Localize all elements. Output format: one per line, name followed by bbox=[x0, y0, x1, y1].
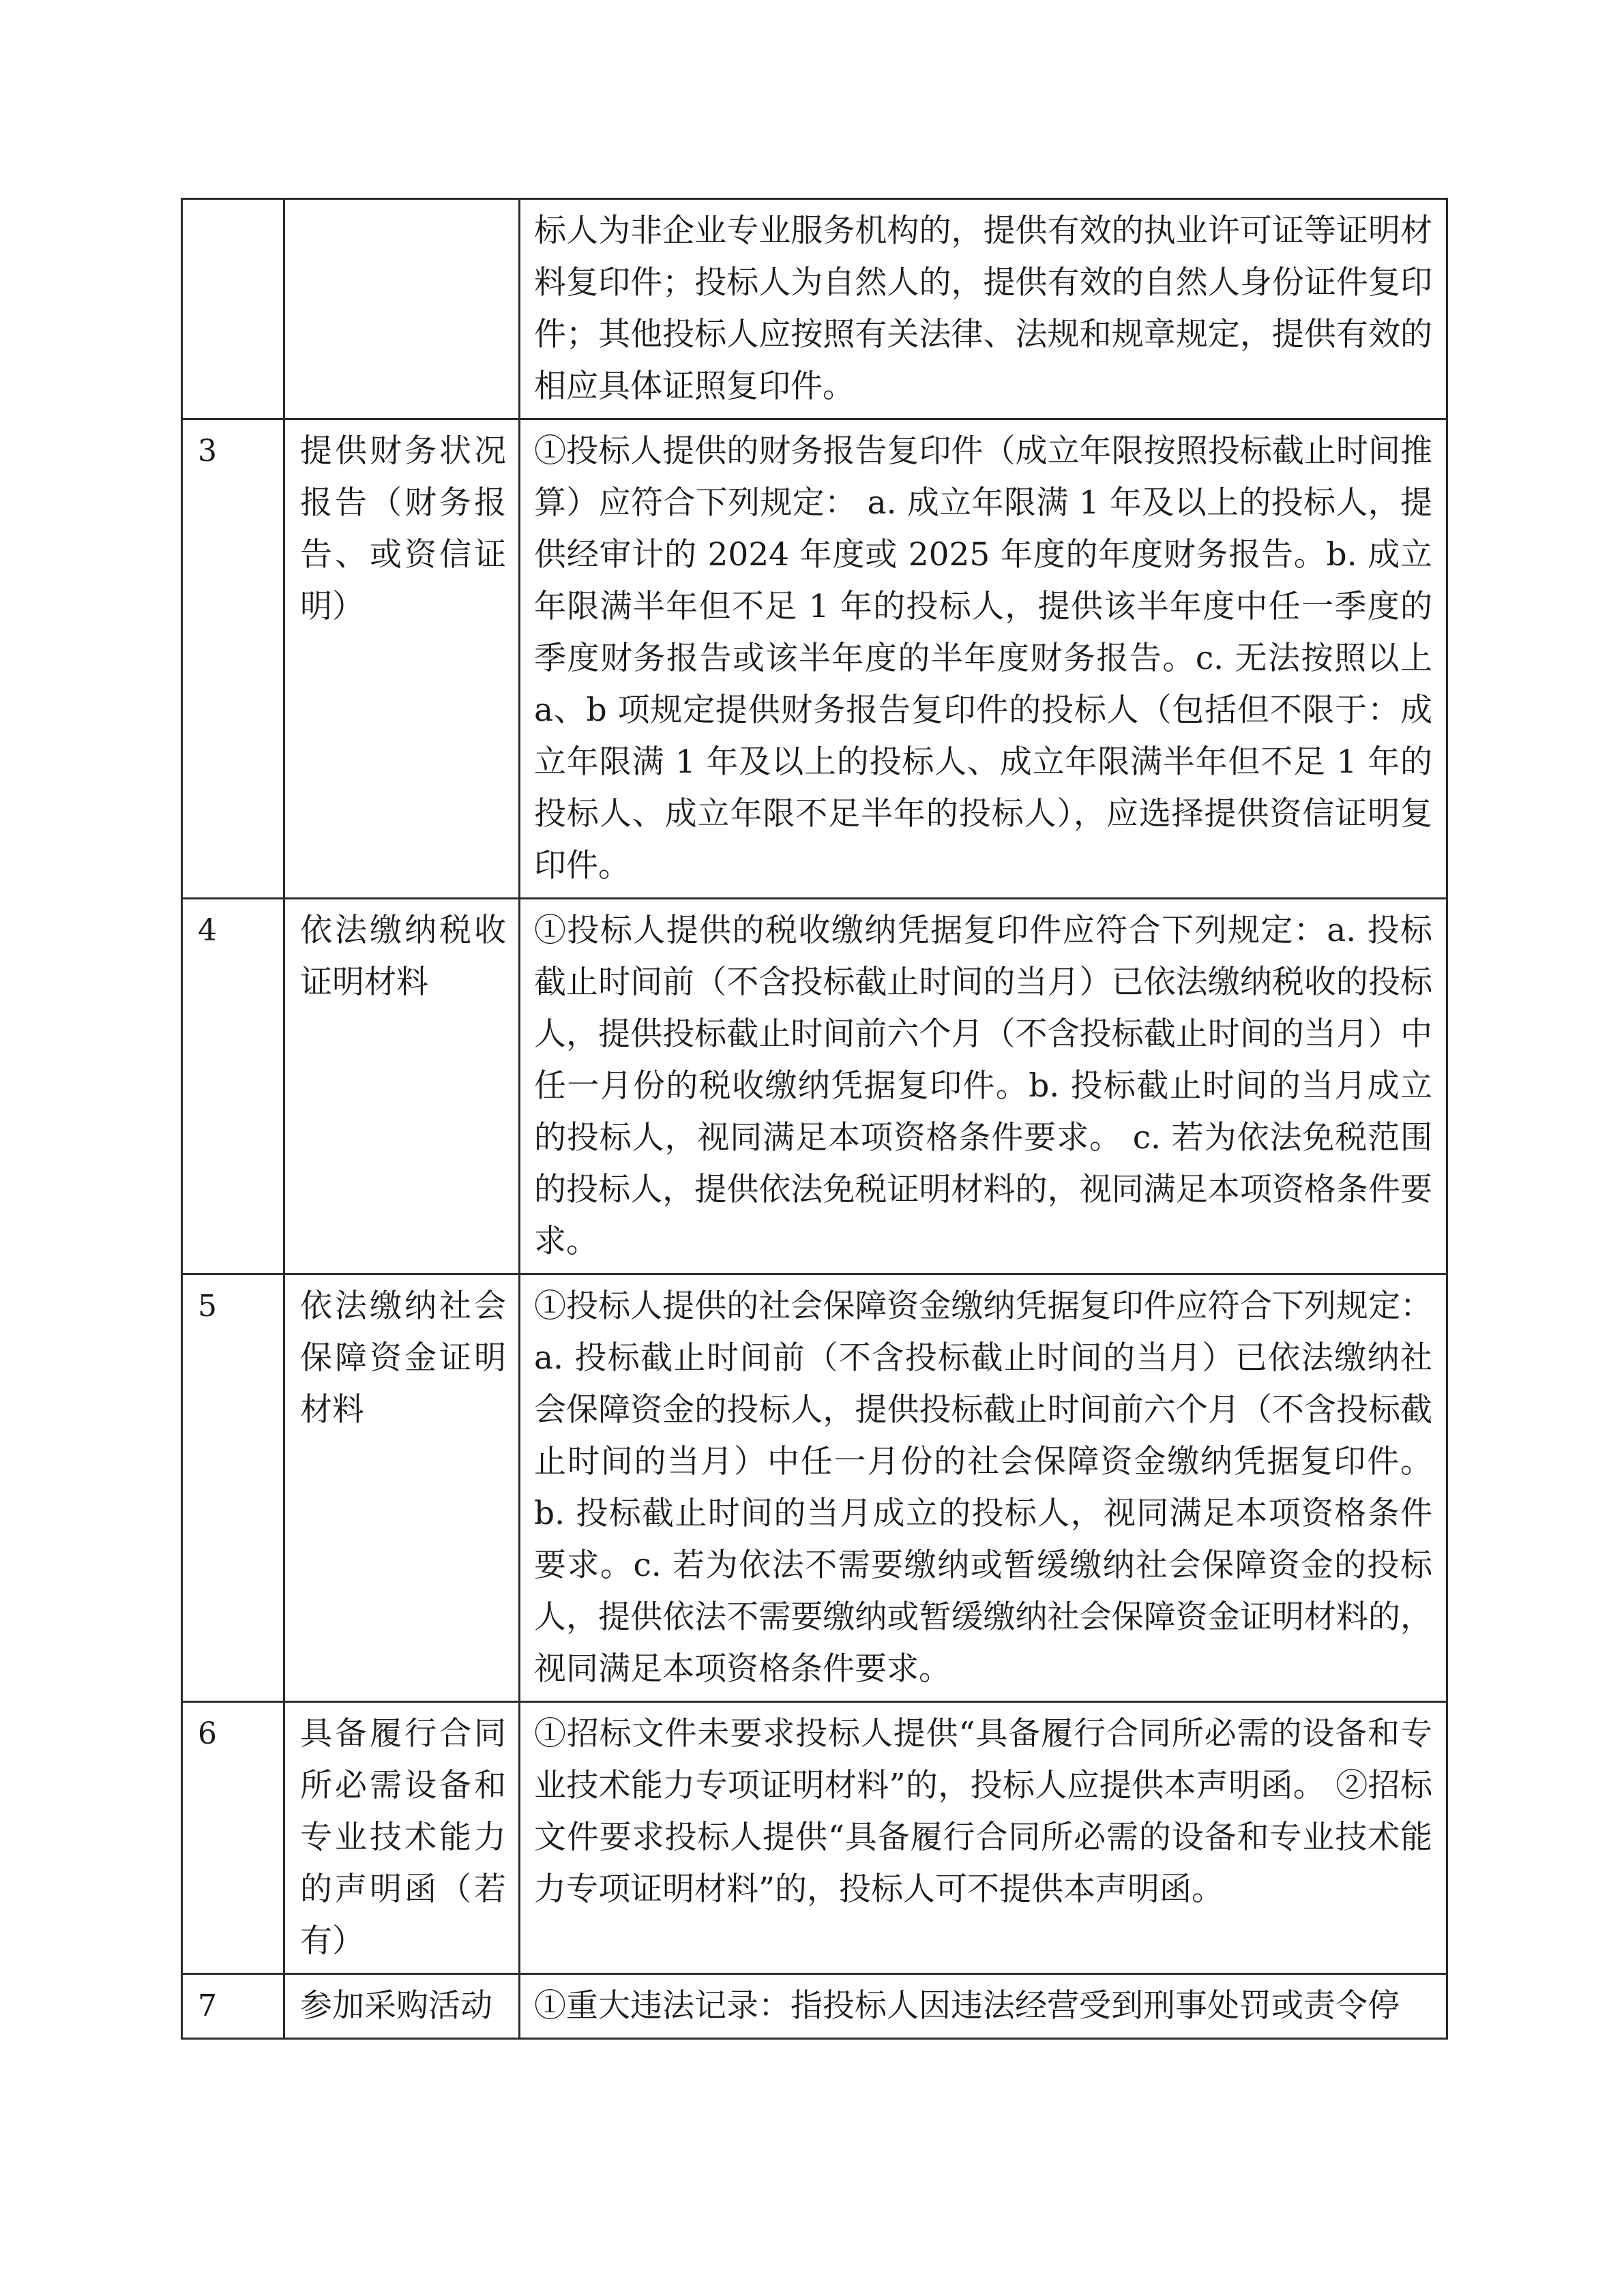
table-row bbox=[182, 1702, 1447, 1974]
row-description: 标人为非企业专业服务机构的，提供有效的执业许可证等证明材料复印件；投标人为自然人的，提供有效的自然人身份证件复印件；其他投标人应按照有关法律、法规和规章规定，提供有效的相应具体证照复印件。 bbox=[520, 199, 1447, 419]
row-item: 提供财务状况报告（财务报告、或资信证明） bbox=[284, 419, 520, 899]
row-item: 依法缴纳税收证明材料 bbox=[284, 899, 520, 1274]
row-item: 具备履行合同所必需设备和专业技术能力的声明函（若有） bbox=[284, 1702, 520, 1974]
table-row bbox=[182, 419, 1447, 899]
row-item: 参加采购活动 bbox=[284, 1974, 520, 2039]
table-row bbox=[182, 199, 1447, 419]
row-number: 7 bbox=[182, 1974, 284, 2039]
qualification-table bbox=[181, 198, 1448, 2040]
row-description: ①招标文件未要求投标人提供“具备履行合同所必需的设备和专业技术能力专项证明材料”的，投标人应提供本声明函。 ②招标文件要求投标人提供“具备履行合同所必需的设备和专业技术能力专项证明材料”的，投标人可不提供本声明函。 bbox=[520, 1702, 1447, 1974]
row-number bbox=[182, 199, 284, 419]
row-number: 4 bbox=[182, 899, 284, 1274]
table-row bbox=[182, 1274, 1447, 1702]
table-row bbox=[182, 899, 1447, 1274]
row-number: 6 bbox=[182, 1702, 284, 1974]
row-description: ①投标人提供的财务报告复印件（成立年限按照投标截止时间推算）应符合下列规定： a. 成立年限满 1 年及以上的投标人，提供经审计的 2024 年度或 2025 年度的年度财务报告。b. 成立年限满半年但不足 1 年的投标人，提供该半年度中任一季度的季度财务报告或该半年度的半年度财务报告。c. 无法按照以上 a、b 项规定提供财务报告复印件的投标人（包括但不限于：成立年限满 1 年及以上的投标人、成立年限满半年但不足 1 年的投标人、成立年限不足半年的投标人），应选择提供资信证明复印件。 bbox=[520, 419, 1447, 899]
row-item bbox=[284, 199, 520, 419]
row-description: ①重大违法记录：指投标人因违法经营受到刑事处罚或责令停 bbox=[520, 1974, 1447, 2039]
row-number: 5 bbox=[182, 1274, 284, 1702]
row-description: ①投标人提供的社会保障资金缴纳凭据复印件应符合下列规定： a. 投标截止时间前（不含投标截止时间的当月）已依法缴纳社会保障资金的投标人，提供投标截止时间前六个月（不含投标截止时间的当月）中任一月份的社会保障资金缴纳凭据复印件。 b. 投标截止时间的当月成立的投标人，视同满足本项资格条件要求。c. 若为依法不需要缴纳或暂缓缴纳社会保障资金的投标人，提供依法不需要缴纳或暂缓缴纳社会保障资金证明材料的，视同满足本项资格条件要求。 bbox=[520, 1274, 1447, 1702]
row-item: 依法缴纳社会保障资金证明材料 bbox=[284, 1274, 520, 1702]
table-row bbox=[182, 1974, 1447, 2039]
row-description: ①投标人提供的税收缴纳凭据复印件应符合下列规定：a. 投标截止时间前（不含投标截止时间的当月）已依法缴纳税收的投标人，提供投标截止时间前六个月（不含投标截止时间的当月）中任一月份的税收缴纳凭据复印件。b. 投标截止时间的当月成立的投标人，视同满足本项资格条件要求。 c. 若为依法免税范围的投标人，提供依法免税证明材料的，视同满足本项资格条件要求。 bbox=[520, 899, 1447, 1274]
row-number: 3 bbox=[182, 419, 284, 899]
